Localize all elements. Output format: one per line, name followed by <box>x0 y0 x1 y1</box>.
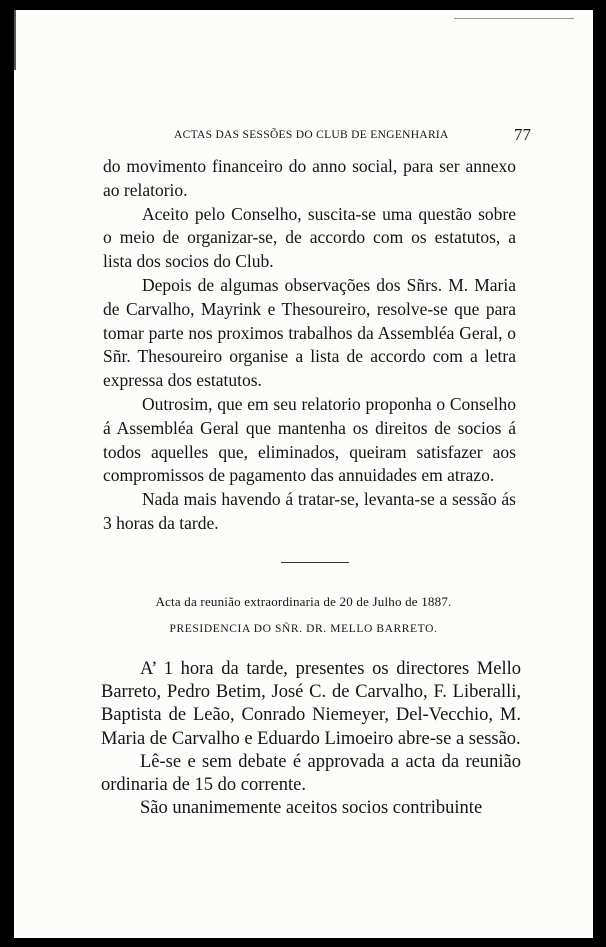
paragraph: Aceito pelo Conselho, suscita-se uma questão sobre o meio de organizar-se, de accordo com os estatutos, a lista dos socios do Club. <box>103 203 516 272</box>
running-head: ACTAS DAS SESSÕES DO CLUB DE ENGENHARIA <box>174 129 449 141</box>
section-divider <box>281 562 349 563</box>
paragraph: Outrosim, que em seu relatorio proponha o Conselho á Assembléa Geral que mantenha os direitos de socios á todos aquelles que, eliminados, queiram satisfazer aos compromissos de pagamento das annuidades em atrazo. <box>103 393 516 486</box>
minutes-text-before <box>103 155 516 536</box>
book-page <box>14 10 593 938</box>
paragraph: A’ 1 hora da tarde, presentes os directores Mello Barreto, Pedro Betim, José C. de Carvalho, F. Liberalli, Baptista de Leão, Conrado Niemeyer, Del-Vecchio, M. Maria de Carvalho e Eduardo Limoeiro abre-se a sessão. <box>101 659 521 749</box>
paragraph: do movimento financeiro do anno social, para ser annexo ao relatorio. <box>103 156 516 200</box>
scan-artifact <box>454 18 574 19</box>
paragraph: São unanimemente aceitos socios contribuinte <box>140 798 483 819</box>
paragraph: Lê-se e sem debate é approvada a acta da reunião ordinaria de 15 do corrente. <box>101 751 521 796</box>
meeting-title: Acta da reunião extraordinaria de 20 de Julho de 1887. <box>155 594 452 609</box>
paragraph: Nada mais havendo á tratar-se, levanta-se a sessão ás 3 horas da tarde. <box>103 489 516 533</box>
paragraph: Depois de algumas observações dos Sñrs. M. Maria de Carvalho, Mayrink e Thesoureiro, resolve-se que para tomar parte nos proximos trabalhos da Assembléa Geral, o Sñr. Thesoureiro organise a lista de accordo com a letra expressa dos estatutos. <box>103 274 516 391</box>
minutes-text-after <box>101 658 521 820</box>
page-header <box>161 123 531 147</box>
page-number: 77 <box>514 125 531 144</box>
scan-artifact <box>14 10 16 70</box>
presidency-heading: PRESIDENCIA DO SÑR. DR. MELLO BARRETO. <box>169 623 438 635</box>
